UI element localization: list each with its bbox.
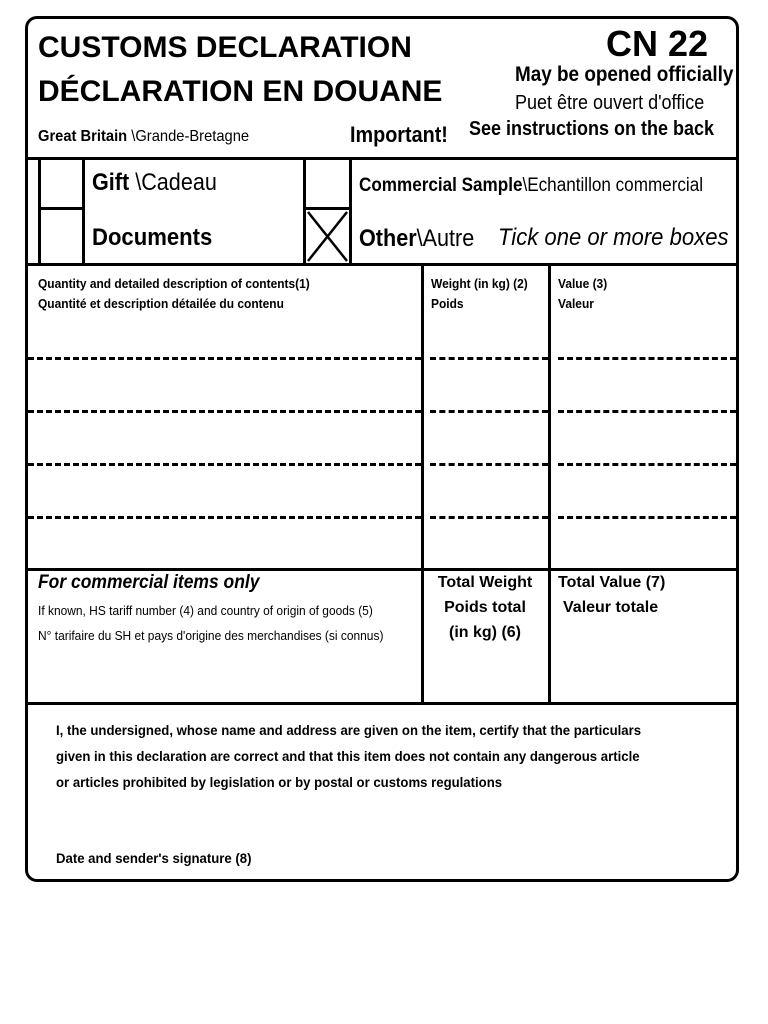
description-entry-line[interactable] xyxy=(28,410,421,413)
value-entry-line[interactable] xyxy=(558,463,736,466)
weight-entry-line[interactable] xyxy=(430,516,548,519)
title-english: CUSTOMS DECLARATION xyxy=(38,31,412,64)
description-entry-line[interactable] xyxy=(28,463,421,466)
gift-checkbox[interactable] xyxy=(38,159,82,207)
may-be-opened-french: Puet être ouvert d'office xyxy=(515,92,705,114)
divider xyxy=(548,263,551,705)
declaration-text: I, the undersigned, whose name and address are given on the item, certify that the particulars given in this declaration are correct and that this item does not contain any dangerous article or articles prohibited by legislation or by postal or customs regulations xyxy=(56,722,642,790)
weight-entry-line[interactable] xyxy=(430,357,548,360)
value-entry-line[interactable] xyxy=(558,410,736,413)
weight-header: Weight (in kg) (2) Poids xyxy=(431,276,528,311)
description-entry-line[interactable] xyxy=(28,357,421,360)
divider xyxy=(28,263,736,266)
title-french: DÉCLARATION EN DOUANE xyxy=(38,75,443,108)
origin-country: Great Britain \Grande-Bretagne xyxy=(38,128,250,145)
commercial-items-heading: For commercial items only xyxy=(38,572,260,593)
total-weight-label: Total Weight Poids total (in kg) (6) xyxy=(437,574,533,641)
other-label: Other\Autre xyxy=(359,225,475,252)
value-entry-line[interactable] xyxy=(558,357,736,360)
important-label: Important! xyxy=(350,122,448,147)
gift-label: Gift \Cadeau xyxy=(92,169,217,196)
documents-checkbox[interactable] xyxy=(38,210,82,263)
divider xyxy=(349,157,352,263)
documents-label: Documents xyxy=(92,224,213,251)
commercial-sample-label: Commercial Sample\Echantillon commercial xyxy=(359,175,704,196)
value-entry-line[interactable] xyxy=(558,516,736,519)
description-entry-line[interactable] xyxy=(28,516,421,519)
divider xyxy=(28,157,736,160)
contents-description-header: Quantity and detailed description of contents(1) Quantité et description détailée du contenu xyxy=(38,276,310,311)
signature-label[interactable]: Date and sender's signature (8) xyxy=(56,850,252,866)
total-value-label: Total Value (7) Valeur totale xyxy=(558,574,666,616)
divider xyxy=(28,702,736,705)
tick-boxes-hint: Tick one or more boxes xyxy=(498,224,729,251)
checkmark-cross-icon xyxy=(306,210,349,263)
hs-tariff-note-english: If known, HS tariff number (4) and country of origin of goods (5) xyxy=(38,603,373,618)
other-checkbox[interactable] xyxy=(306,210,349,263)
weight-entry-line[interactable] xyxy=(430,410,548,413)
form-code: CN 22 xyxy=(606,23,709,64)
commercial-sample-checkbox[interactable] xyxy=(306,159,349,207)
divider xyxy=(82,157,85,263)
cn22-form xyxy=(25,16,739,882)
weight-entry-line[interactable] xyxy=(430,463,548,466)
hs-tariff-note-french: N° tarifaire du SH et pays d'origine des merchandises (si connus) xyxy=(38,628,384,643)
instructions-note: See instructions on the back xyxy=(469,118,715,140)
value-header: Value (3) Valeur xyxy=(558,276,608,311)
may-be-opened-english: May be opened officially xyxy=(515,63,734,86)
